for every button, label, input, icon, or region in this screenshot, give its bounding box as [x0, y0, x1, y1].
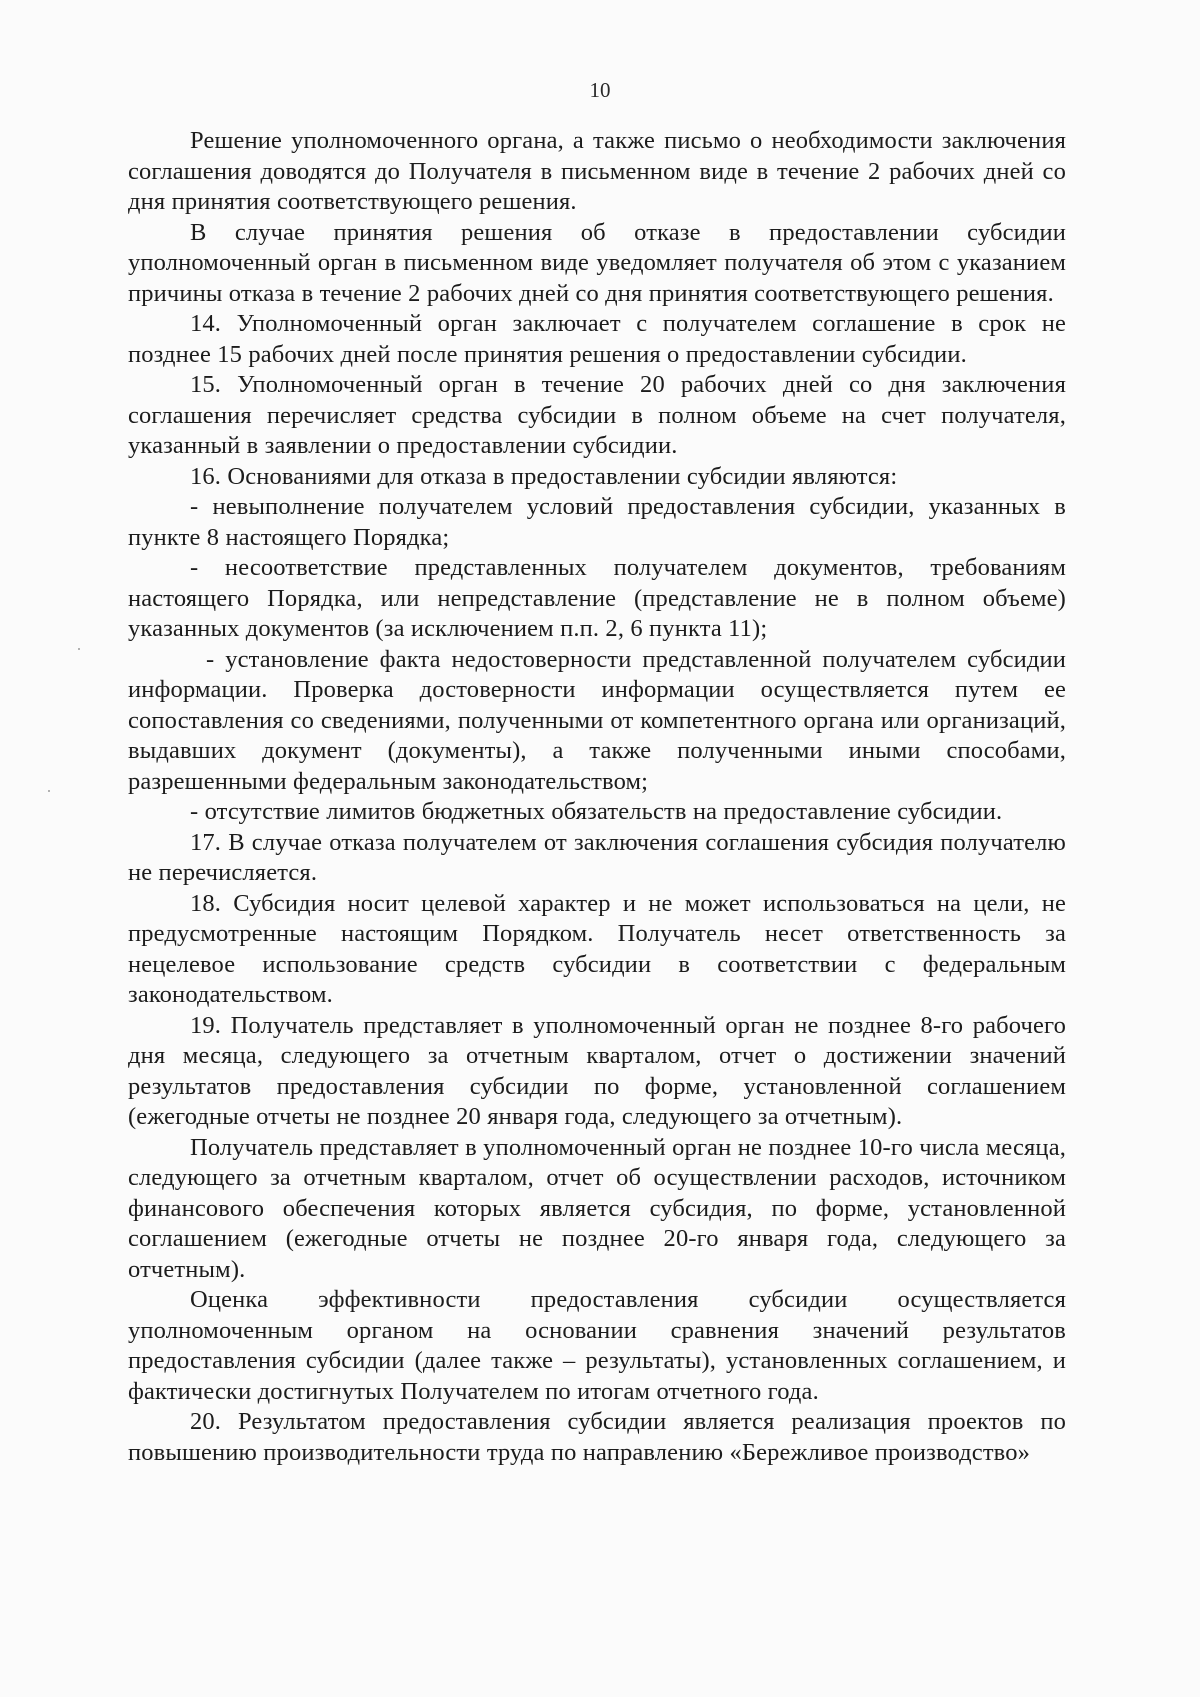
paragraph-15: 15. Уполномоченный орган в течение 20 рабочих дней со дня заключения соглашения перечисляет средства субсидии в полном объеме на счет получателя, указанный в заявлении о предоставлении субсидии.: [128, 371, 1066, 459]
paragraph-refusal-notice: В случае принятия решения об отказе в предоставлении субсидии уполномоченный орган в письменном виде уведомляет получателя об этом с указанием причины отказа в течение 2 рабочих дней со дня принятия соответствующего решения.: [128, 218, 1066, 307]
paragraph-20: 20. Результатом предоставления субсидии является реализация проектов по повышению производительности труда по направлению «Бережливое производство»: [128, 1408, 1066, 1466]
paragraph-decision-notice: Решение уполномоченного органа, а также письмо о необходимости заключения соглашения доводятся до Получателя в письменном виде в течение 2 рабочих дней со дня принятия соответствующего решения.: [128, 127, 1066, 215]
paragraph-16-item-3: - установление факта недостоверности представленной получателем субсидии информации. Проверка достоверности информации осуществляется путем ее сопоставления со сведениями, полученными от компетентного органа или организаций, выдавших документ (документы), а также полученными иными способами, разрешенными федеральным законодательством;: [128, 645, 1066, 795]
paragraph-14: 14. Уполномоченный орган заключает с получателем соглашение в срок не позднее 15 рабочих дней после принятия решения о предоставлении субсидии.: [128, 310, 1066, 368]
paragraph-19-expense-report: Получатель представляет в уполномоченный орган не позднее 10-го числа месяца, следующего за отчетным кварталом, отчет об осуществлении расходов, источником финансового обеспечения которых является субсидия, по форме, установленной соглашением (ежегодные отчеты не позднее 20-го января года, следующего за отчетным).: [128, 1133, 1066, 1283]
page-number: 10: [589, 78, 611, 102]
paragraph-19-efficiency: Оценка эффективности предоставления субсидии осуществляется уполномоченным органом на основании сравнения значений результатов предоставления субсидии (далее также – результаты), установленных соглашением, и фактически достигнутых Получателем по итогам отчетного года.: [128, 1286, 1066, 1405]
paragraph-16-item-1: - невыполнение получателем условий предоставления субсидии, указанных в пункте 8 настоящего Порядка;: [128, 493, 1066, 551]
paragraph-17: 17. В случае отказа получателем от заключения соглашения субсидия получателю не перечисляется.: [128, 828, 1066, 886]
scan-speck: [48, 790, 50, 792]
paragraph-16-item-2: - несоответствие представленных получателем документов, требованиям настоящего Порядка, или непредставление (представление не в полном объеме) указанных документов (за исключением п.п. 2, 6 пункта 11);: [128, 554, 1066, 642]
document-body: [128, 126, 1066, 1468]
paragraph-19: 19. Получатель представляет в уполномоченный орган не позднее 8-го рабочего дня месяца, следующего за отчетным кварталом, отчет о достижении значений результатов предоставления субсидии по форме, установленной соглашением (ежегодные отчеты не позднее 20 января года, следующего за отчетным).: [128, 1011, 1066, 1130]
paragraph-16-item-4: - отсутствие лимитов бюджетных обязательств на предоставление субсидии.: [190, 798, 1003, 825]
scan-speck: [78, 648, 80, 650]
paragraph-18: 18. Субсидия носит целевой характер и не может использоваться на цели, не предусмотренные настоящим Порядком. Получатель несет ответственность за нецелевое использование средств субсидии в соответствии с федеральным законодательством.: [128, 889, 1066, 1008]
paragraph-16: 16. Основаниями для отказа в предоставлении субсидии являются:: [190, 462, 898, 490]
